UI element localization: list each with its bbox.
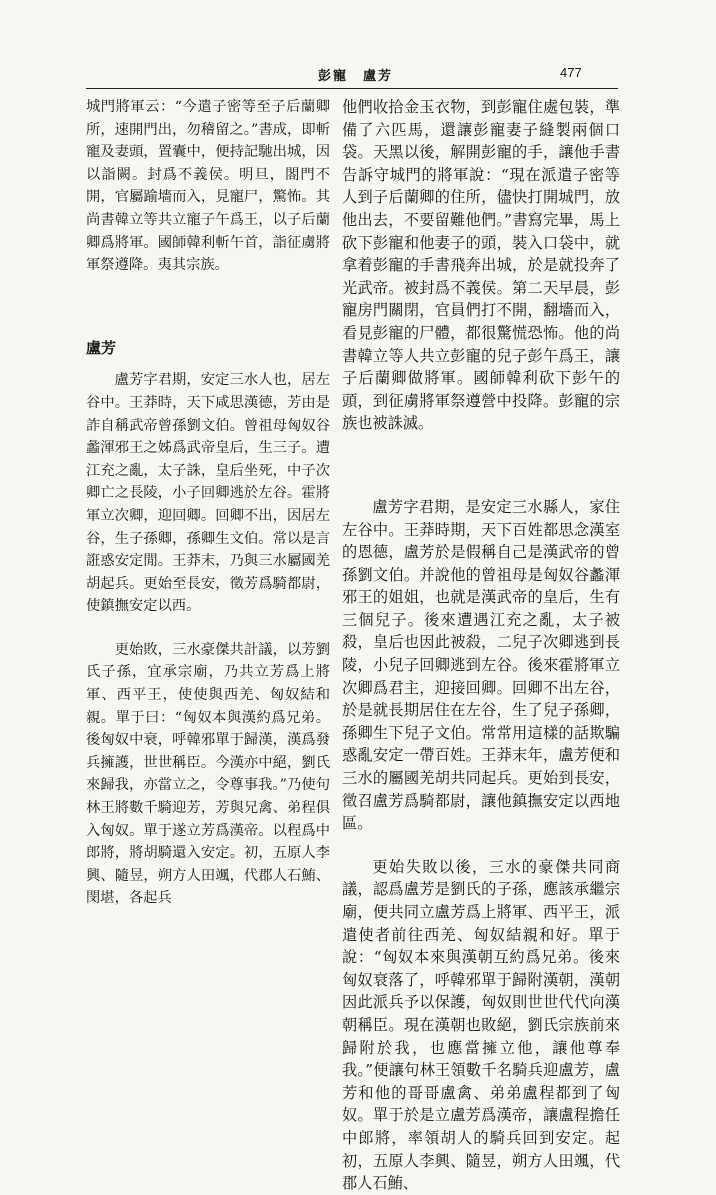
section-title: 盧芳 [86,338,117,357]
translation-column [342,96,620,1195]
classical-text-column [86,96,330,910]
page-header [0,62,716,88]
translation-paragraph-2: 更始失敗以後，三水的豪傑共同商議，認爲盧芳是劉氏的子孫，應該承繼宗廟，便共同立盧芳爲上將軍、西平王，派遣使者前往西羌、匈奴結親和好。單于說：“匈奴本來與漢朝互約爲兄弟。後來匈奴衰落了，呼韓邪單于歸附漢朝，漢朝因此派兵予以保護，匈奴則世世代代向漢朝稱臣。現在漢朝也敗絕，劉氏宗族前來歸附於我，也應當擁立他，讓他尊奉我。”便讓句林王領數千名騎兵迎盧芳，盧芳和他的哥哥盧禽、弟弟盧程都到了匈奴。單于於是立盧芳爲漢帝，讓盧程擔任中郎將，率領胡人的騎兵回到安定。起初，五原人李興、隨昱，朔方人田颯，代郡人石鮪、 [342,857,620,1193]
classical-paragraph-2: 更始敗，三水豪傑共計議，以芳劉氏子孫，宜承宗廟，乃共立芳爲上將軍、西平王，使使與西羌、匈奴結和親。單于曰：“匈奴本與漢約爲兄弟。後匈奴中衰，呼韓邪單于歸漢，漢爲發兵擁護，世世稱臣。今漢亦中絕，劉氏來歸我，亦當立之，令尊事我。”乃使句林王將數千騎迎芳，芳與兄禽、弟程俱入匈奴。單于遂立芳爲漢帝。以程爲中郎將，將胡騎還入安定。初，五原人李興、隨昱，朔方人田颯，代郡人石鮪、閔堪，各起兵 [86,641,330,907]
page-number: 477 [560,65,582,80]
translation-paragraph-1: 盧芳字君期，是安定三水縣人，家住左谷中。王莽時期，天下百姓都思念漢室的恩德，盧芳於是假稱自己是漢武帝的曾孫劉文伯。并說他的曾祖母是匈奴谷蠡渾邪王的姐姐，也就是漢武帝的皇后，生有三個兒子。後來遭遇江充之亂，太子被殺，皇后也因此被殺，二兒子次卿逃到長陵，小兒子回卿逃到左谷。後來霍將軍立次卿爲君主，迎接回卿。回卿不出左谷，於是就長期居住在左谷，生了兒子孫卿，孫卿生下兒子文伯。常常用這樣的話欺騙惑亂安定一帶百姓。王莽末年，盧芳便和三水的屬國羌胡共同起兵。更始到長安，徵召盧芳爲騎都尉，讓他鎮撫安定以西地區。 [342,497,620,833]
translation-continued-paragraph: 他們收拾金玉衣物，到彭寵住處包裝，準備了六匹馬，還讓彭寵妻子縫製兩個口袋。天黑以後，解開彭寵的手，讓他手書告訴守城門的將軍說：“現在派遣子密等人到子后蘭卿的住所，儘快打開城門，放他出去，不要留難他們。”書寫完畢，馬上砍下彭寵和他妻子的頭，裝入口袋中，就拿着彭寵的手書飛奔出城，於是就投奔了光武帝。被封爲不義侯。第二天早晨，彭寵房門關閉，官員們打不開，翻墻而入，看見彭寵的尸體，都很驚慌恐怖。他的尚書韓立等人共立彭寵的兒子彭午爲王，讓子后蘭卿做將軍。國師韓利砍下彭午的頭，到征虜將軍祭遵營中投降。彭寵的宗族也被誅滅。 [342,98,620,433]
classical-continued-paragraph: 城門將軍云：“今遣子密等至子后蘭卿所，速開門出，勿稽留之。”書成，即斬寵及妻頭，置囊中，便持記馳出城，因以詣闕。封爲不義侯。明旦，閤門不開，官屬踰墻而入，見寵尸，驚怖。其尚書韓立等共立寵子午爲王，以子后蘭卿爲將軍。國師韓利斬午首，詣征虜將軍祭遵降。夷其宗族。 [86,99,330,274]
running-title: 彭寵 盧芳 [318,69,394,84]
classical-paragraph-1: 盧芳字君期，安定三水人也，居左谷中。王莽時，天下咸思漢德，芳由是詐自稱武帝曾孫劉文伯。曾祖母匈奴谷蠡渾邪王之姊爲武帝皇后，生三子。遭江充之亂，太子誅，皇后坐死，中子次卿亡之長陵，小子回卿逃於左谷。霍將軍立次卿，迎回卿。回卿不出，因居左谷，生子孫卿，孫卿生文伯。常以是言誑惑安定閒。王莽末，乃與三水屬國羌胡起兵。更始至長安，徵芳爲騎都尉，使鎮撫安定以西。 [86,372,330,615]
header-rule [86,88,618,89]
